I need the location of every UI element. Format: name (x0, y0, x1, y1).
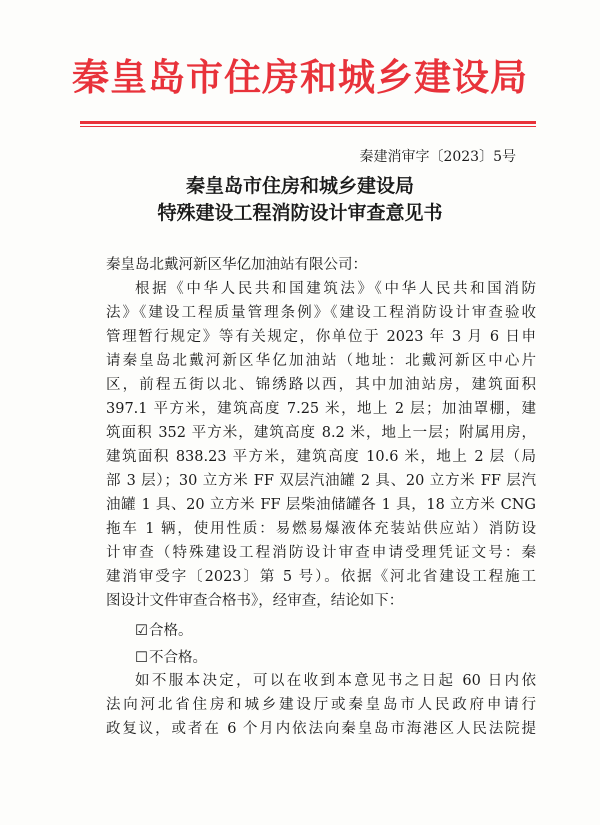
unchecked-box-icon: ☐ (135, 650, 148, 666)
document-title-line1: 秦皇岛市住房和城乡建设局 (185, 175, 414, 197)
option-fail-label: 不合格。 (149, 650, 207, 666)
checked-box-icon: ☑ (135, 623, 148, 639)
document-title-line2: 特殊建设工程消防设计审查意见书 (157, 202, 443, 224)
body-line: 建筑面积 838.23 平方米，建筑高度 10.6 米，地上 2 层（局 (106, 449, 536, 465)
body-line: 根据《中华人民共和国建筑法》《中华人民共和国消防 (135, 281, 536, 297)
body-line: 图设计文件审查合格书》，经审查，结论如下： (106, 593, 404, 609)
option-pass (135, 619, 335, 643)
body-line: 请秦皇岛北戴河新区华亿加油站（地址：北戴河新区中心片 (106, 353, 536, 369)
appeal-line: 政复议，或者在 6 个月内依法向秦皇岛市海港区人民法院提 (106, 721, 536, 737)
body-line: 区，前程五街以北、锦绣路以西，其中加油站房，建筑面积 (106, 377, 536, 393)
organization-header: 秦皇岛市住房和城乡建设局 (72, 56, 528, 99)
option-pass-label: 合格。 (149, 623, 193, 639)
body-line: 油罐 1 具、20 立方米 FF 层柴油储罐各 1 具，18 立方米 CNG (106, 497, 536, 513)
body-line: 拖车 1 辆，使用性质：易燃易爆液体充装站供应站）消防设 (106, 521, 536, 537)
appeal-line: 法向河北省住房和城乡建设厅或秦皇岛市人民政府申请行 (106, 697, 536, 713)
body-line: 397.1 平方米，建筑高度 7.25 米，地上 2 层；加油罩棚，建 (106, 401, 536, 417)
addressee: 秦皇岛北戴河新区华亿加油站有限公司： (106, 257, 367, 273)
appeal-line: 如不服本决定，可以在收到本意见书之日起 60 日内依 (135, 673, 536, 689)
body-line: 管理暂行规定》等有关规定，你单位于 2023 年 3 月 6 日申 (106, 329, 536, 345)
body-line: 计审查（特殊建设工程消防设计审查申请受理凭证文号：秦 (106, 545, 536, 561)
option-fail (135, 646, 335, 670)
header-rule-thick (80, 121, 536, 124)
body-line: 筑面积 352 平方米，建筑高度 8.2 米，地上一层；附属用房， (106, 425, 536, 441)
body-line: 部 3 层）；30 立方米 FF 双层汽油罐 2 具、20 立方米 FF 层汽 (106, 473, 536, 489)
document-number: 秦建消审字〔2023〕5号 (359, 149, 516, 165)
header-rule-thin (80, 126, 536, 127)
body-line: 法》《建设工程质量管理条例》《建设工程消防设计审查验收 (106, 305, 536, 321)
body-line: 建消审受字〔2023〕第 5 号）。依据《河北省建设工程施工 (106, 569, 536, 585)
